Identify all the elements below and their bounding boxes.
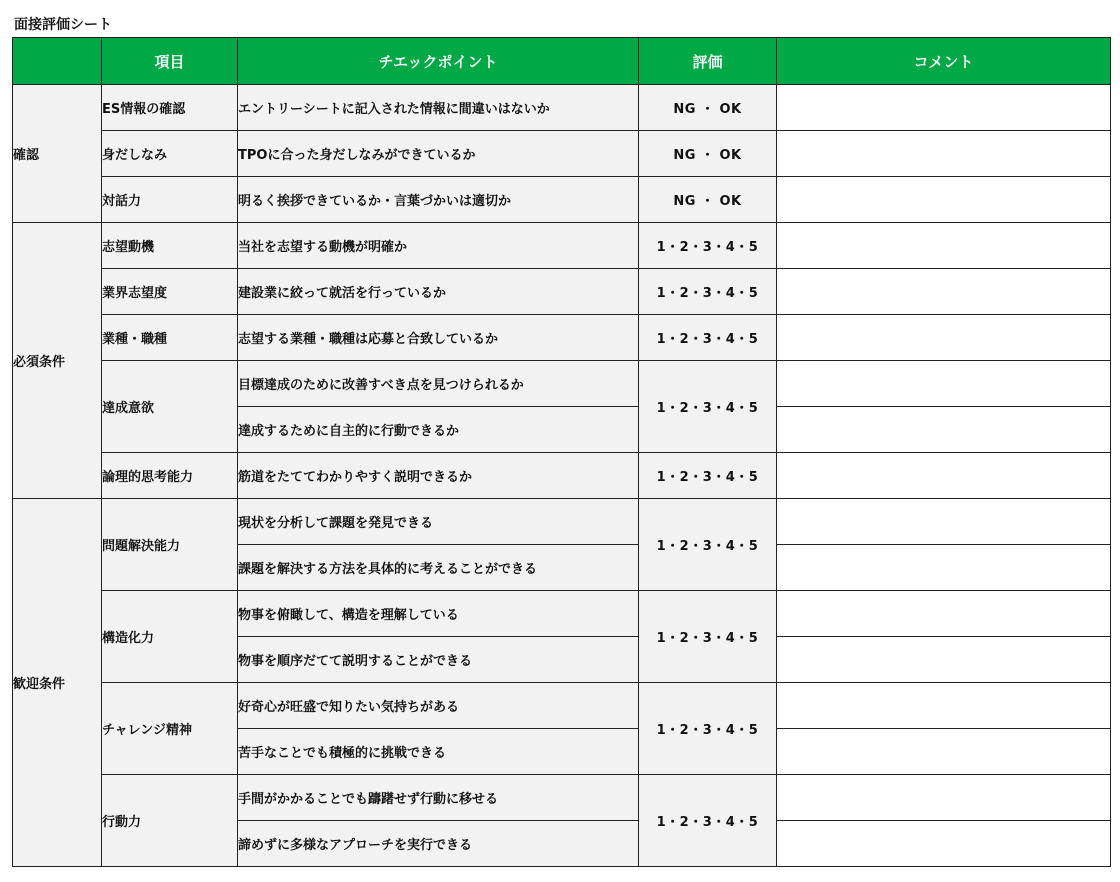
comment-cell[interactable] bbox=[777, 177, 1111, 223]
comment-cell[interactable] bbox=[777, 637, 1111, 683]
item-cell: ES情報の確認 bbox=[102, 85, 238, 131]
evaluation-cell[interactable]: NG ・ OK bbox=[639, 131, 777, 177]
item-cell: 問題解決能力 bbox=[102, 499, 238, 591]
table-row bbox=[13, 591, 1111, 637]
evaluation-cell[interactable]: 1・2・3・4・5 bbox=[639, 361, 777, 453]
item-cell: 論理的思考能力 bbox=[102, 453, 238, 499]
comment-cell[interactable] bbox=[777, 591, 1111, 637]
comment-cell[interactable] bbox=[777, 775, 1111, 821]
table-row bbox=[13, 269, 1111, 315]
item-cell: 達成意欲 bbox=[102, 361, 238, 453]
checkpoint-cell: 目標達成のために改善すべき点を見つけられるか bbox=[238, 361, 639, 407]
checkpoint-cell: 当社を志望する動機が明確か bbox=[238, 223, 639, 269]
item-cell: 志望動機 bbox=[102, 223, 238, 269]
checkpoint-cell: 達成するために自主的に行動できるか bbox=[238, 407, 639, 453]
item-cell: 身だしなみ bbox=[102, 131, 238, 177]
checkpoint-cell: 苦手なことでも積極的に挑戦できる bbox=[238, 729, 639, 775]
header-checkpoint: チエックポイント bbox=[238, 38, 639, 85]
comment-cell[interactable] bbox=[777, 683, 1111, 729]
table-row bbox=[13, 223, 1111, 269]
checkpoint-cell: 志望する業種・職種は応募と合致しているか bbox=[238, 315, 639, 361]
checkpoint-cell: 課題を解決する方法を具体的に考えることができる bbox=[238, 545, 639, 591]
interview-evaluation-table bbox=[12, 37, 1111, 867]
comment-cell[interactable] bbox=[777, 315, 1111, 361]
evaluation-cell[interactable]: 1・2・3・4・5 bbox=[639, 775, 777, 867]
category-cell: 歓迎条件 bbox=[13, 499, 102, 867]
evaluation-cell[interactable]: 1・2・3・4・5 bbox=[639, 453, 777, 499]
checkpoint-cell: 好奇心が旺盛で知りたい気持ちがある bbox=[238, 683, 639, 729]
evaluation-cell[interactable]: 1・2・3・4・5 bbox=[639, 315, 777, 361]
checkpoint-cell: 物事を順序だてて説明することができる bbox=[238, 637, 639, 683]
table-row bbox=[13, 499, 1111, 545]
comment-cell[interactable] bbox=[777, 545, 1111, 591]
table-row bbox=[13, 361, 1111, 407]
item-cell: 行動力 bbox=[102, 775, 238, 867]
comment-cell[interactable] bbox=[777, 407, 1111, 453]
item-cell: 業界志望度 bbox=[102, 269, 238, 315]
checkpoint-cell: エントリーシートに記入された情報に間違いはないか bbox=[238, 85, 639, 131]
evaluation-cell[interactable]: 1・2・3・4・5 bbox=[639, 591, 777, 683]
table-row bbox=[13, 85, 1111, 131]
comment-cell[interactable] bbox=[777, 821, 1111, 867]
header-item: 項目 bbox=[102, 38, 238, 85]
evaluation-cell[interactable]: 1・2・3・4・5 bbox=[639, 223, 777, 269]
table-row bbox=[13, 775, 1111, 821]
evaluation-cell[interactable]: 1・2・3・4・5 bbox=[639, 269, 777, 315]
item-cell: 構造化力 bbox=[102, 591, 238, 683]
header-category bbox=[13, 38, 102, 85]
header-evaluation: 評価 bbox=[639, 38, 777, 85]
comment-cell[interactable] bbox=[777, 729, 1111, 775]
checkpoint-cell: 物事を俯瞰して、構造を理解している bbox=[238, 591, 639, 637]
item-cell: 対話力 bbox=[102, 177, 238, 223]
item-cell: チャレンジ精神 bbox=[102, 683, 238, 775]
checkpoint-cell: TPOに合った身だしなみができているか bbox=[238, 131, 639, 177]
comment-cell[interactable] bbox=[777, 131, 1111, 177]
item-cell: 業種・職種 bbox=[102, 315, 238, 361]
comment-cell[interactable] bbox=[777, 223, 1111, 269]
table-row bbox=[13, 453, 1111, 499]
comment-cell[interactable] bbox=[777, 269, 1111, 315]
category-cell: 必須条件 bbox=[13, 223, 102, 499]
evaluation-cell[interactable]: NG ・ OK bbox=[639, 177, 777, 223]
table-body bbox=[13, 85, 1111, 867]
header-comment: コメント bbox=[777, 38, 1111, 85]
checkpoint-cell: 諦めずに多様なアプローチを実行できる bbox=[238, 821, 639, 867]
table-row bbox=[13, 131, 1111, 177]
checkpoint-cell: 建設業に絞って就活を行っているか bbox=[238, 269, 639, 315]
evaluation-cell[interactable]: NG ・ OK bbox=[639, 85, 777, 131]
table-row bbox=[13, 315, 1111, 361]
comment-cell[interactable] bbox=[777, 499, 1111, 545]
evaluation-cell[interactable]: 1・2・3・4・5 bbox=[639, 683, 777, 775]
comment-cell[interactable] bbox=[777, 85, 1111, 131]
category-cell: 確認 bbox=[13, 85, 102, 223]
evaluation-cell[interactable]: 1・2・3・4・5 bbox=[639, 499, 777, 591]
checkpoint-cell: 手間がかかることでも躊躇せず行動に移せる bbox=[238, 775, 639, 821]
comment-cell[interactable] bbox=[777, 453, 1111, 499]
comment-cell[interactable] bbox=[777, 361, 1111, 407]
sheet-title: 面接評価シート bbox=[14, 17, 112, 33]
checkpoint-cell: 現状を分析して課題を発見できる bbox=[238, 499, 639, 545]
header-row bbox=[13, 38, 1111, 85]
checkpoint-cell: 筋道をたててわかりやすく説明できるか bbox=[238, 453, 639, 499]
table-row bbox=[13, 683, 1111, 729]
checkpoint-cell: 明るく挨拶できているか・言葉づかいは適切か bbox=[238, 177, 639, 223]
table-row bbox=[13, 177, 1111, 223]
